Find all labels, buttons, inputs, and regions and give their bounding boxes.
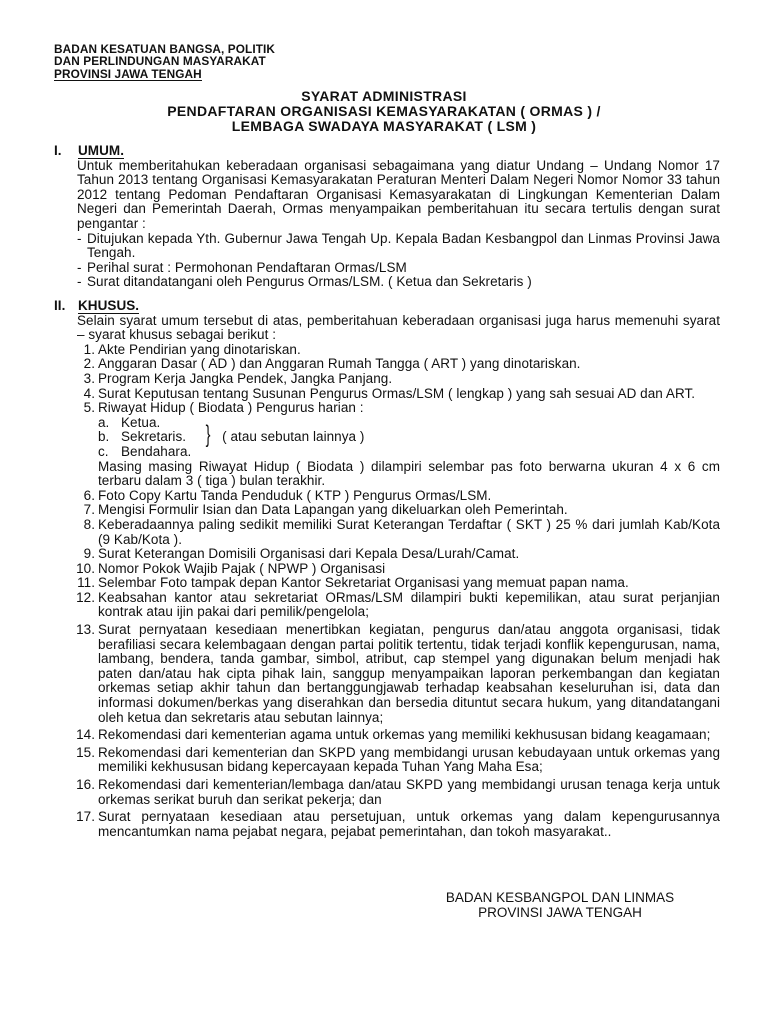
list-item: 17. Surat pernyataan kesediaan atau persetujuan, untuk orkemas yang dalam kepengurusannya mencantumkan nama pejabat negara, pejabat pemerintahan, dan tokoh masyarakat.. [76,809,720,839]
section-title: KHUSUS. [78,298,140,313]
list-item: 13. Surat pernyataan kesediaan menertibkan kegiatan, pengurus dan/atau anggota organisasi, tidak berafiliasi secara kelembagaan dengan partai politik tertentu, tidak terjadi konflik kepengurusan, nama, lambang, bendera, tanda gambar, simbol, atribut, cap stempel yang digunakan belum menjadi hak paten dan/atau hak cipta pihak lain, sanggup menyampaikan laporan perkembangan dan kegiatan orkemas setiap akhir tahun dan bertanggungjawab terhadap keabsahan keseluruhan isi, data dan informasi dokumen/berkas yang diserahkan dan bersedia dituntut secara hukum, yang ditandatangani oleh ketua dan sekretaris atau sebutan lainnya; [76,622,720,725]
list-item: 5. Riwayat Hidup ( Biodata ) Pengurus harian : a. Ketua. b. Sekretaris. } ( atau sebutan lainnya ) c. Bendahara. Masing masing Riwayat Hidup ( Biodata ) dilampiri selembar pas foto berwarna ukuran 4 x 6 cm terbaru dalam 3 ( tiga ) bulan terakhir. [83,400,720,489]
list-item: 9. Surat Keterangan Domisili Organisasi dari Kepala Desa/Lurah/Camat. [83,546,520,562]
list-item: 7. Mengisi Formulir Isian dan Data Lapangan yang dikeluarkan oleh Pemerintah. [83,502,568,518]
signature-line-2: PROVINSI JAWA TENGAH [478,905,642,920]
section-number: I. [54,143,62,158]
list-item: 4. Surat Keputusan tentang Susunan Pengurus Ormas/LSM ( lengkap ) yang sah sesuai AD dan ART. [83,385,696,401]
photo-note: Masing masing Riwayat Hidup ( Biodata ) dilampiri selembar pas foto berwarna ukuran 4 x 6 cm terbaru dalam 3 ( tiga ) bulan terakhir. [98,458,720,489]
umum-bullet: - Surat ditandatangani oleh Pengurus Ormas/LSM. ( Ketua dan Sekretaris ) [77,274,532,290]
header-line-3: PROVINSI JAWA TENGAH [54,66,202,81]
section-umum [54,144,720,290]
section-khusus-heading [54,299,139,314]
institution-header [54,43,275,81]
umum-intro: Untuk memberitahukan keberadaan organisasi sebagaimana yang diatur Undang – Undang Nomor 17 Tahun 2013 tentang Organisasi Kemasyarakatan Peraturan Menteri Dalam Negeri Nomor Nomor 33 tahun 2012 tentang Pedoman Pendaftaran Organisasi Kemasyarakatan di Lingkungan Kementerian Dalam Negeri dan Pemerintah Daerah, Ormas menyampaikan pemberitahuan itu secara tertulis dengan surat pengantar : [77,157,720,231]
umum-bullet: - Perihal surat : Permohonan Pendaftaran Ormas/LSM [77,259,407,275]
title-line-3: LEMBAGA SWADAYA MASYARAKAT ( LSM ) [231,118,537,135]
section-umum-heading [54,144,124,159]
document-title [0,89,768,135]
sub-item: b. Sekretaris. } ( atau sebutan lainnya ) [98,421,365,449]
list-item: 10. Nomor Pokok Wajib Pajak ( NPWP ) Organisasi [76,560,386,576]
requirements-list [54,343,720,840]
khusus-intro: Selain syarat umum tersebut di atas, pemberitahuan keberadaan organisasi juga harus memenuhi syarat – syarat khusus sebagai berikut : [77,312,720,343]
sub-item: a. Ketua. [98,414,161,430]
list-item: 8. Keberadaannya paling sedikit memiliki Surat Keterangan Terdaftar ( SKT ) 25 % dari jumlah Kab/Kota (9 Kab/Kota ). [83,516,720,547]
title-line-2: PENDAFTARAN ORGANISASI KEMASYARAKATAN ( ORMAS ) / [167,103,601,120]
section-khusus [54,299,720,839]
section-number: II. [54,298,66,313]
sub-item: c. Bendahara. [98,443,192,459]
item-5-text: Riwayat Hidup ( Biodata ) Pengurus harian : [98,400,364,416]
list-item: 16. Rekomendasi dari kementerian/lembaga dan/atau SKPD yang membidangi urusan tenaga kerja untuk orkemas serikat buruh dan serikat pekerja; dan [76,777,720,807]
list-item: 2. Anggaran Dasar ( AD ) dan Anggaran Rumah Tangga ( ART ) yang dinotariskan. [83,356,581,372]
umum-bullet: - Ditujukan kepada Yth. Gubernur Jawa Tengah Up. Kepala Badan Kesbangpol dan Linmas Provinsi Jawa Tengah. [77,230,720,261]
title-line-1: SYARAT ADMINISTRASI [301,88,467,104]
signature-block [420,890,700,920]
brace-glyph: } [205,421,211,449]
list-item: 1. Akte Pendirian yang dinotariskan. [83,341,301,357]
list-item: 3. Program Kerja Jangka Pendek, Jangka Panjang. [83,370,393,386]
list-item: 12. Keabsahan kantor atau sekretariat ORmas/LSM dilampiri bukti kepemilikan, atau surat perjanjian kontrak atau ijin pakai dari pemilik/pengelola; [76,589,720,620]
section-title: UMUM. [78,143,124,158]
signature-line-1: BADAN KESBANGPOL DAN LINMAS [445,890,675,905]
sub-item-note: ( atau sebutan lainnya ) [222,429,365,445]
list-item: 11. Selembar Foto tampak depan Kantor Sekretariat Organisasi yang memuat papan nama. [77,575,629,591]
list-item: 15. Rekomendasi dari kementerian dan SKPD yang membidangi urusan kebudayaan untuk orkemas yang memiliki kekhususan bidang kepercayaan kepada Tuhan Yang Maha Esa; [76,744,720,775]
header-line-2: DAN PERLINDUNGAN MASYARAKAT [54,54,266,69]
list-item: 14. Rekomendasi dari kementerian agama untuk orkemas yang memiliki kekhususan bidang keagamaan; [76,727,711,743]
header-line-1: BADAN KESATUAN BANGSA, POLITIK [54,42,276,56]
list-item: 6. Foto Copy Kartu Tanda Penduduk ( KTP ) Pengurus Ormas/LSM. [83,487,492,503]
